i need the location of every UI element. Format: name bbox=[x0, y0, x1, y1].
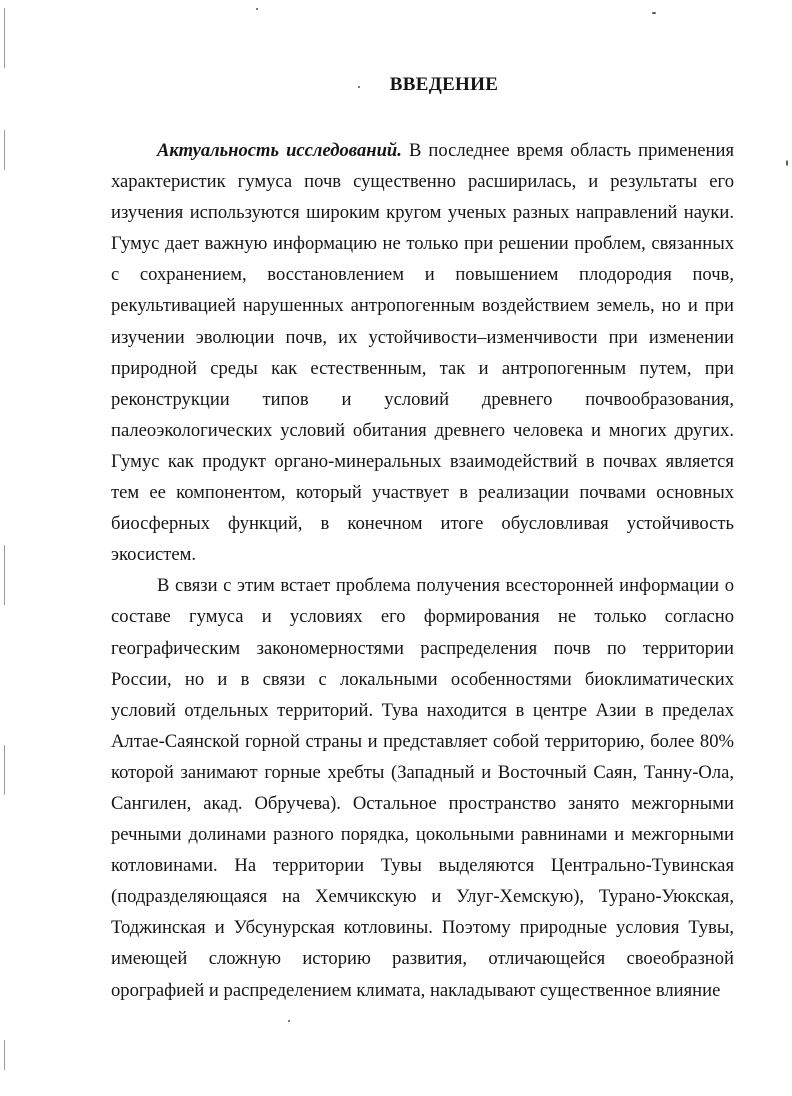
paragraph-tuva: В связи с этим встает проблема получения всесторонней информации о составе гумуса и условиях его формирования не только согласно географическим закономерностями распределения почв по территории России, но и в связи с локальными особенностями биоклиматических условий отдельных территорий. Тува находится в центре Азии в пределах Алтае-Саянской горной страны и представляет собой территорию, более 80% которой занимают горные хребты (Западный и Восточный Саян, Танну-Ола, Сангилен, акад. Обручева). Остальное пространство занято межгорными речными долинами разного порядка, цокольными равнинами и межгорными котловинами. На территории Тувы выделяются Центрально-Тувинская (подразделяющаяся на Хемчикскую и Улуг-Хемскую), Турано-Уюкская, Тоджинская и Убсунурская котловины. Поэтому природные условия Тувы, имеющей сложную историю развития, отличающейся своеобразной орографией и распределением климата, накладывают существенное влияние bbox=[111, 575, 734, 1001]
scan-speck bbox=[288, 1020, 290, 1022]
section-heading: ВВЕДЕНИЕ bbox=[389, 74, 499, 95]
paragraph-body: В последнее время область применения характеристик гумуса почв существенно расширилась, и результаты его изучения используются широким кругом ученых разных направлений науки. Гумус дает важную информацию не только при решении проблем, связанных с сохранением, восстановлением и повышением плодородия почв, рекультивацией нарушенных антропогенным воздействием земель, но и при изучении эволюции почв, их устойчивости–изменчивости при изменении природной среды как естественным, так и антропогенным путем, при реконструкции типов и условий древнего почвообразования, палеоэкологических условий обитания древнего человека и многих других. Гумус как продукт органо-минеральных взаимодействий в почвах является тем ее компонентом, который участвует в реализации почвами основных биосферных функций, в конечном итоге обусловливая устойчивость экосистем. bbox=[111, 140, 734, 566]
paragraph-relevance bbox=[111, 135, 734, 570]
scan-speck bbox=[786, 160, 788, 166]
scan-edge-mark bbox=[4, 130, 5, 170]
scan-edge-mark bbox=[4, 8, 5, 68]
paragraph-lead: Актуальность исследований. bbox=[157, 140, 402, 161]
scan-speck bbox=[256, 8, 258, 10]
scan-edge-mark bbox=[4, 545, 5, 605]
body-text bbox=[111, 135, 734, 1006]
scan-edge-mark bbox=[4, 745, 5, 795]
scan-edge-mark bbox=[4, 1040, 5, 1070]
scan-speck bbox=[652, 12, 656, 14]
